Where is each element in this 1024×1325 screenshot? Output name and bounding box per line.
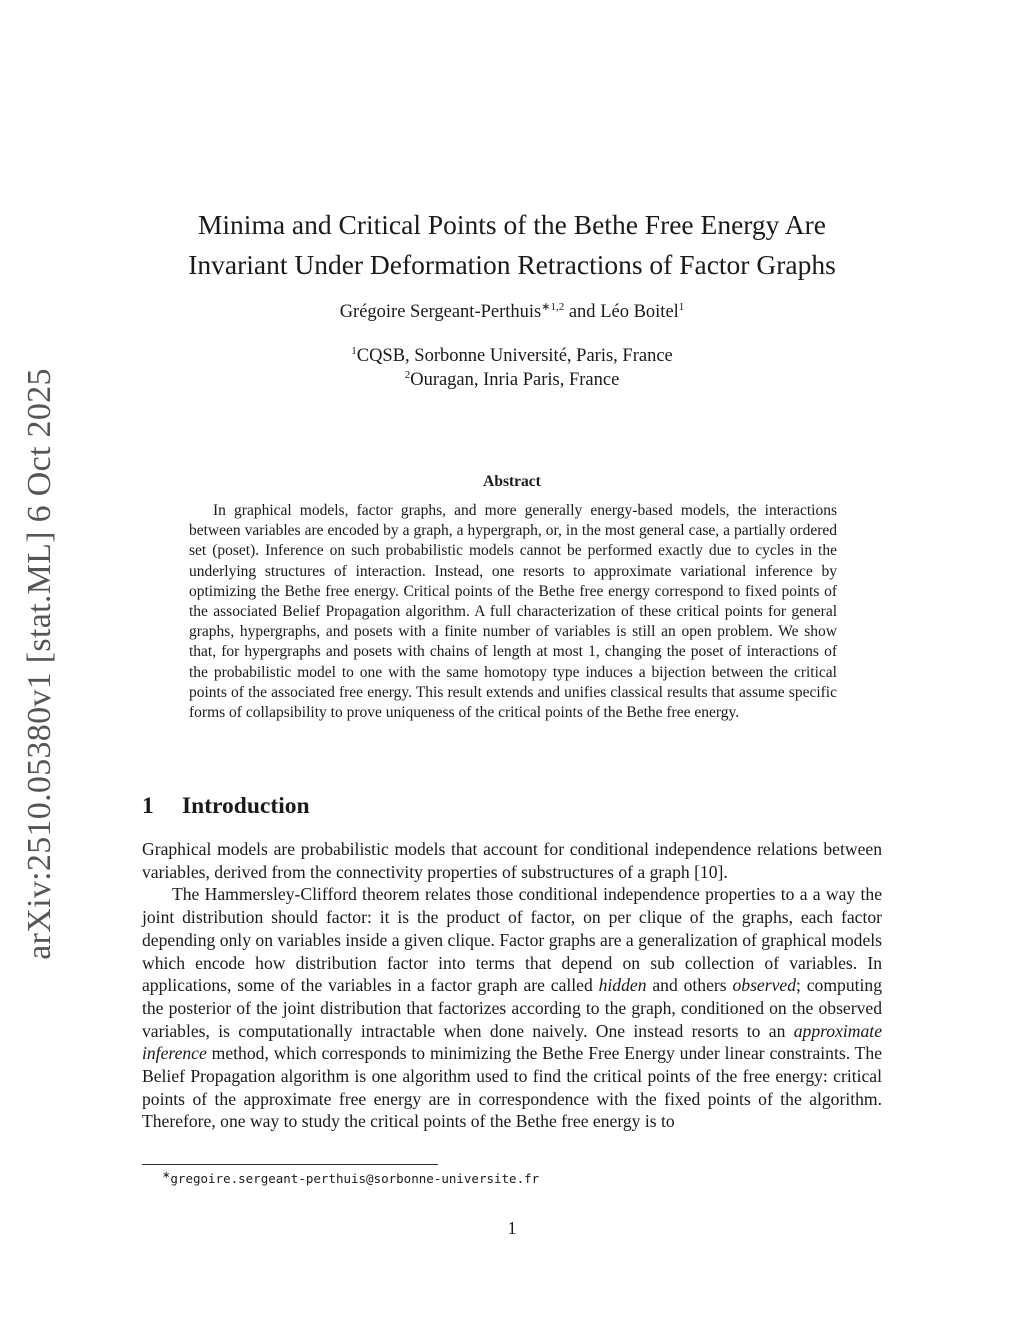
affiliation-marker: 1 <box>351 344 357 357</box>
author-connector: and <box>564 302 601 322</box>
introduction-body <box>142 838 882 1133</box>
footnote-marker: ∗ <box>162 1169 171 1181</box>
paper-title-line-1: Minima and Critical Points of the Bethe Free Energy Are <box>197 209 827 240</box>
author-name: Grégoire Sergeant-Perthuis <box>339 302 542 322</box>
emphasis-observed: observed <box>732 975 796 996</box>
intro-paragraph-2 <box>142 883 882 1133</box>
section-heading <box>142 793 310 820</box>
intro-text: ; computing the posterior of the joint distribution that factorizes according to the graph, conditioned on the observed variables, is computationally intractable when done naively. One instead resorts to an <box>142 975 882 1041</box>
arxiv-identifier-text: arXiv:2510.05380v1 [stat.ML] 6 Oct 2025 <box>21 368 59 960</box>
footnote-divider <box>142 1164 438 1165</box>
intro-paragraph-1: Graphical models are probabilistic models that account for conditional independence relations between variables, derived from the connectivity properties of substructures of a graph [10]. <box>142 839 882 882</box>
footnote-email: gregoire.sergeant-perthuis@sorbonne-universite.fr <box>170 1171 540 1186</box>
arxiv-identifier-stamp <box>0 368 80 960</box>
affiliation-line <box>140 368 884 392</box>
intro-text: The Hammersley-Clifford theorem relates those conditional independence properties to a a way the joint distribution should factor: it is the product of factor, on per clique of the graphs, each factor depending only on variables inside a given clique. Factor graphs are a generalization of graphical models which encode how distribution factor into terms that depend on sub collection of variables. In applications, some of the variables in a factor graph are called <box>142 884 882 996</box>
section-title: Introduction <box>182 793 310 819</box>
intro-text: and others <box>646 975 733 996</box>
emphasis-hidden: hidden <box>598 975 647 996</box>
author-name: Léo Boitel <box>600 302 679 322</box>
affiliation-text: CQSB, Sorbonne Université, Paris, France <box>356 346 673 366</box>
paper-title <box>140 205 884 285</box>
page-number: 1 <box>507 1218 517 1238</box>
abstract-text: In graphical models, factor graphs, and more generally energy-based models, the interactions between variables are encoded by a graph, a hypergraph, or, in the most general case, a partially ordered set (poset). Inference on such probabilistic models cannot be performed exactly due to cycles in the underlying structures of interaction. Instead, one resorts to approximate variational inference by optimizing the Bethe free energy. Critical points of the Bethe free energy correspond to fixed points of the associated Belief Propagation algorithm. A full characterization of these critical points for general graphs, hypergraphs, and posets with a finite number of variables is still an open problem. We show that, for hypergraphs and posets with chains of length at most 1, changing the poset of interactions of the probabilistic model to one with the same homotopy type induces a bijection between the critical points of the associated free energy. This result extends and unifies classical results that assume specific forms of collapsibility to prove uniqueness of the critical points of the Bethe free energy. <box>189 502 837 722</box>
author-affiliation-marker: ∗1,2 <box>541 300 565 313</box>
footnote <box>162 1171 539 1186</box>
paper-title-line-2: Invariant Under Deformation Retractions of Factor Graphs <box>188 249 836 280</box>
author-affiliation-marker: 1 <box>678 300 685 313</box>
affiliation-text: Ouragan, Inria Paris, France <box>410 370 620 390</box>
affiliation-line <box>140 344 884 368</box>
section-number: 1 <box>142 793 154 819</box>
emphasis-approximate-inference: approximate inference <box>142 1020 882 1064</box>
affiliation-marker: 2 <box>404 368 411 381</box>
abstract-heading: Abstract <box>483 473 541 490</box>
affiliation-list <box>140 344 884 392</box>
author-list <box>140 302 884 323</box>
intro-text: method, which corresponds to minimizing the Bethe Free Energy under linear constraints. The Belief Propagation algorithm is one algorithm used to find the critical points of the free energy: critical points of the approximate free energy are in correspondence with the fixed points of the algorithm. Therefore, one way to study the critical points of the Bethe free energy is to <box>142 1043 882 1132</box>
